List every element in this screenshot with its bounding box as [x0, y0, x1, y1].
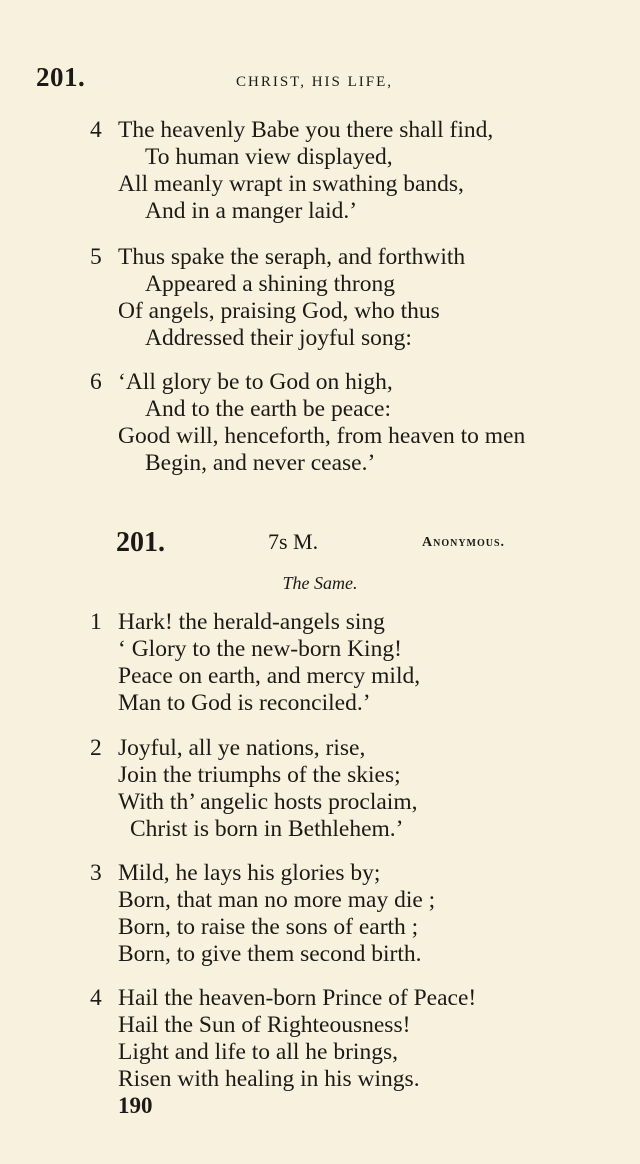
verse-line: Born, to raise the sons of earth ;: [118, 914, 419, 940]
hymn-number: 201.: [116, 527, 165, 558]
verse-line: Addressed their joyful song:: [145, 325, 412, 351]
stanza-number: 4: [90, 117, 102, 143]
verse-line: Man to God is reconciled.’: [118, 690, 371, 716]
verse-line: ‘All glory be to God on high,: [118, 369, 393, 395]
running-head: [36, 62, 596, 96]
verse-line: Light and life to all he brings,: [118, 1039, 398, 1065]
stanza-number: 2: [90, 735, 102, 761]
prev-stanza-4: [90, 117, 620, 225]
hymn-stanza-2: [90, 735, 620, 843]
stanza-number: 6: [90, 369, 102, 395]
hymn-stanza-4: [90, 985, 620, 1093]
verse-line: Born, to give them second birth.: [118, 941, 422, 967]
verse-line: ‘ Glory to the new-born King!: [118, 636, 402, 662]
stanza-number: 5: [90, 244, 102, 270]
prev-stanza-5: [90, 244, 620, 352]
hymn-stanza-3: [90, 860, 620, 968]
hymn-heading: [116, 527, 546, 561]
verse-line: To human view displayed,: [145, 144, 393, 170]
verse-line: Thus spake the seraph, and forthwith: [118, 244, 466, 270]
prev-stanza-6: [90, 369, 620, 477]
verse-line: And to the earth be peace:: [145, 396, 391, 422]
verse-line: Join the triumphs of the skies;: [118, 762, 401, 788]
verse-line: Born, that man no more may die ;: [118, 887, 436, 913]
hymn-subtitle: The Same.: [282, 573, 358, 593]
verse-line: Of angels, praising God, who thus: [118, 298, 440, 324]
verse-line: The heavenly Babe you there shall find,: [118, 117, 494, 143]
running-head-title: CHRIST, HIS LIFE,: [236, 74, 394, 90]
verse-line: Hail the Sun of Righteousness!: [118, 1012, 411, 1038]
running-head-number: 201.: [36, 62, 86, 92]
verse-line: With th’ angelic hosts proclaim,: [118, 789, 418, 815]
verse-line: Joyful, all ye nations, rise,: [118, 735, 366, 761]
verse-line: Risen with healing in his wings.: [118, 1066, 420, 1092]
hymn-stanza-1: [90, 609, 620, 717]
stanza-number: 1: [90, 609, 102, 635]
verse-line: Hail the heaven-born Prince of Peace!: [118, 985, 477, 1011]
hymn-meter: 7s M.: [268, 529, 319, 554]
verse-line: And in a manger laid.’: [145, 198, 358, 224]
verse-line: Good will, henceforth, from heaven to men: [118, 423, 526, 449]
hymn-author: Anonymous.: [422, 535, 506, 550]
verse-line: Peace on earth, and mercy mild,: [118, 663, 421, 689]
verse-line: Begin, and never cease.’: [145, 450, 376, 476]
page-number: 190: [118, 1093, 153, 1118]
stanza-number: 4: [90, 985, 102, 1011]
verse-line: All meanly wrapt in swathing bands,: [118, 171, 464, 197]
stanza-number: 3: [90, 860, 102, 886]
verse-line: Appeared a shining throng: [145, 271, 395, 297]
verse-line: Christ is born in Bethlehem.’: [130, 816, 404, 842]
verse-line: Mild, he lays his glories by;: [118, 860, 381, 886]
verse-line: Hark! the herald-angels sing: [118, 609, 385, 635]
